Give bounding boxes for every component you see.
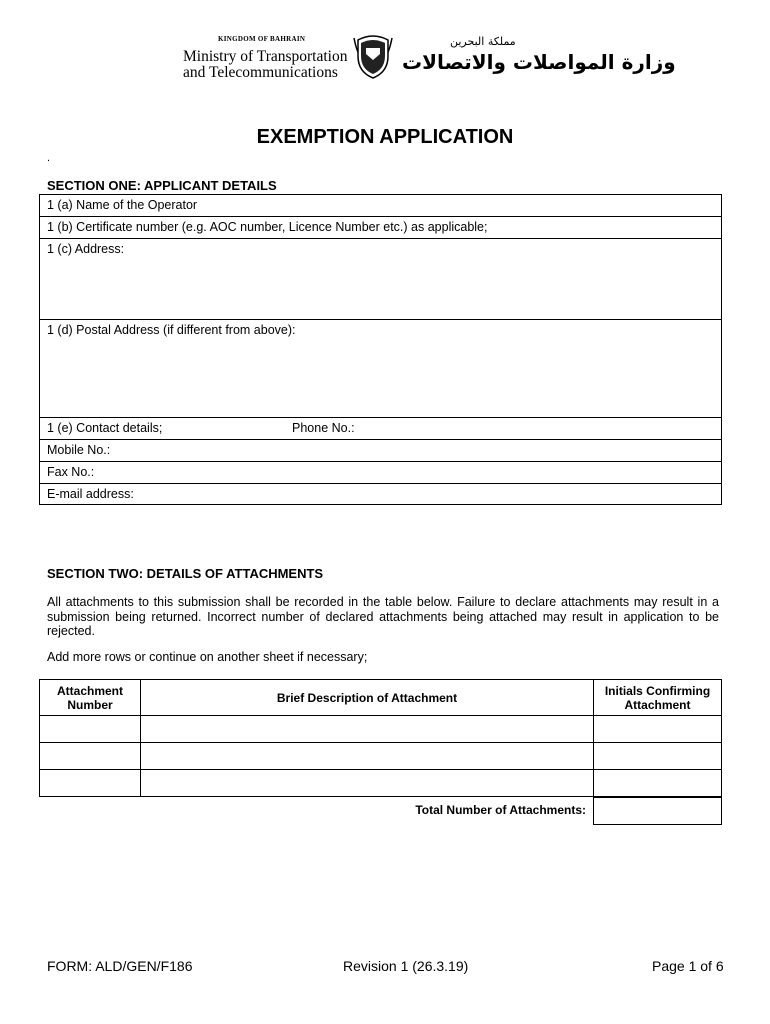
attachments-table bbox=[39, 679, 722, 797]
ministry-line-2: and Telecommunications bbox=[183, 64, 338, 81]
revision-label: Revision 1 (26.3.19) bbox=[343, 958, 469, 974]
description-cell[interactable] bbox=[141, 743, 594, 770]
certificate-number-field[interactable] bbox=[40, 217, 721, 239]
mobile-label: Mobile No.: bbox=[47, 443, 111, 457]
arabic-kingdom-label: مملكة البحرين bbox=[450, 35, 516, 48]
contact-details-field[interactable] bbox=[40, 418, 721, 440]
address-field[interactable] bbox=[40, 239, 721, 320]
page-number: Page 1 of 6 bbox=[652, 958, 724, 974]
kingdom-label: KINGDOM OF BAHRAIN bbox=[218, 35, 306, 43]
contact-details-label: 1 (e) Contact details; bbox=[47, 421, 163, 435]
table-row bbox=[40, 743, 722, 770]
initials-cell[interactable] bbox=[594, 743, 722, 770]
page-title: EXEMPTION APPLICATION bbox=[256, 126, 514, 148]
header-description: Brief Description of Attachment bbox=[141, 680, 594, 716]
description-cell[interactable] bbox=[141, 716, 594, 743]
attachments-note: Add more rows or continue on another sheet if necessary; bbox=[47, 650, 368, 664]
operator-name-field[interactable] bbox=[40, 195, 721, 217]
section-two-heading: SECTION TWO: DETAILS OF ATTACHMENTS bbox=[47, 566, 324, 581]
attachment-number-cell[interactable] bbox=[40, 770, 141, 797]
email-field[interactable] bbox=[40, 484, 721, 504]
mobile-field[interactable] bbox=[40, 440, 721, 462]
applicant-details-box bbox=[39, 194, 722, 505]
initials-cell[interactable] bbox=[594, 770, 722, 797]
table-row bbox=[40, 770, 722, 797]
coat-of-arms-icon bbox=[352, 32, 394, 80]
total-attachments-input[interactable] bbox=[593, 797, 722, 825]
header-attachment-number: Attachment Number bbox=[40, 680, 141, 716]
postal-address-field[interactable] bbox=[40, 320, 721, 418]
operator-name-label: 1 (a) Name of the Operator bbox=[47, 198, 198, 212]
table-header-row bbox=[40, 680, 722, 716]
fax-field[interactable] bbox=[40, 462, 721, 484]
fax-label: Fax No.: bbox=[47, 465, 95, 479]
email-label: E-mail address: bbox=[47, 487, 134, 501]
table-row bbox=[40, 716, 722, 743]
attachment-number-cell[interactable] bbox=[40, 716, 141, 743]
attachment-number-cell[interactable] bbox=[40, 743, 141, 770]
arabic-ministry-name: وزارة المواصلات والاتصالات bbox=[402, 50, 676, 74]
description-cell[interactable] bbox=[141, 770, 594, 797]
form-code: FORM: ALD/GEN/F186 bbox=[47, 958, 193, 974]
header-initials: Initials Confirming Attachment bbox=[594, 680, 722, 716]
address-label: 1 (c) Address: bbox=[47, 242, 125, 256]
attachments-instructions: All attachments to this submission shall be recorded in the table below. Failure to declare attachments may result in a submission being returned. Incorrect number of declared attachments being attached may result in application to be rejected. bbox=[47, 595, 719, 638]
section-one-heading: SECTION ONE: APPLICANT DETAILS bbox=[47, 178, 277, 193]
total-attachments-label: Total Number of Attachments: bbox=[415, 803, 586, 817]
ministry-line-1: Ministry of Transportation bbox=[183, 48, 348, 65]
phone-label: Phone No.: bbox=[292, 421, 355, 435]
ministry-name bbox=[183, 49, 347, 81]
stray-dot: . bbox=[47, 152, 51, 164]
certificate-number-label: 1 (b) Certificate number (e.g. AOC number, Licence Number etc.) as applicable; bbox=[47, 220, 488, 234]
postal-address-label: 1 (d) Postal Address (if different from above): bbox=[47, 323, 296, 337]
initials-cell[interactable] bbox=[594, 716, 722, 743]
